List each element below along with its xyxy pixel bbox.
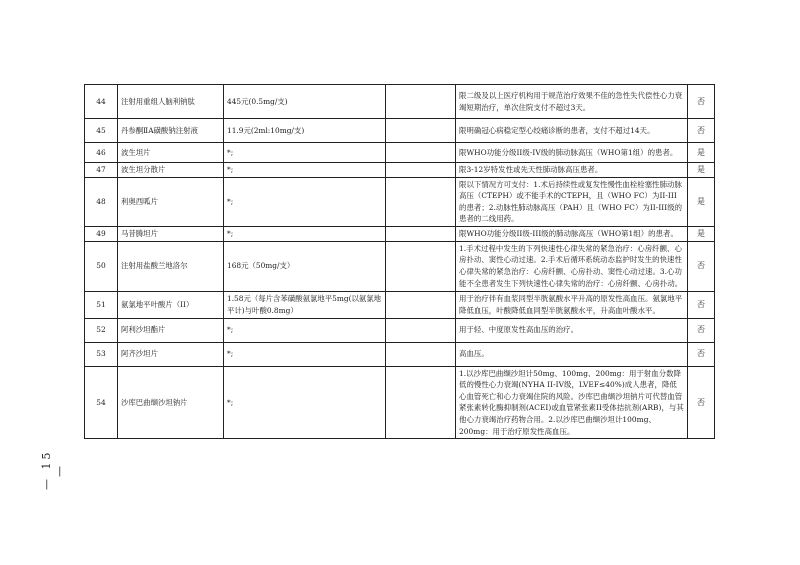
table-row <box>85 241 715 291</box>
table-row <box>85 143 715 163</box>
drug-name: 波生坦分散片 <box>118 163 224 178</box>
row-number: 47 <box>85 163 118 178</box>
flag-cell: 否 <box>688 342 715 366</box>
drug-name: 注射用盐酸兰地洛尔 <box>118 241 224 291</box>
restriction-text: 用于轻、中度原发性高血压的治疗。 <box>456 318 688 342</box>
drug-name: 阿齐沙坦片 <box>118 342 224 366</box>
payment-standard: *; <box>224 342 386 366</box>
restriction-text: 限二级及以上医疗机构用于规范治疗效果不佳的急性失代偿性心力衰竭短期治疗，单次住院支付不超过3天。 <box>456 85 688 119</box>
flag-cell: 否 <box>688 241 715 291</box>
row-number: 46 <box>85 143 118 163</box>
flag-cell: 是 <box>688 177 715 226</box>
drug-name: 波生坦片 <box>118 143 224 163</box>
payment-standard: *; <box>224 163 386 178</box>
drug-name: 氨氯地平叶酸片（II） <box>118 291 224 318</box>
note-cell <box>386 366 456 439</box>
payment-standard: 11.9元(2ml:10mg/支) <box>224 119 386 143</box>
note-cell <box>386 163 456 178</box>
flag-cell: 否 <box>688 119 715 143</box>
restriction-text: 用于治疗伴有血浆同型半胱氨酸水平升高的原发性高血压。氨氯地平降低血压，叶酸降低血同型半胱氨酸水平，升高血叶酸水平。 <box>456 291 688 318</box>
table-row <box>85 342 715 366</box>
row-number: 54 <box>85 366 118 439</box>
restriction-text: 限以下情况方可支付：1.术后持续性或复发性慢性血栓栓塞性肺动脉高压（CTEPH）或不能手术的CTEPH，且（WHO FC）为II-III的患者；2.动脉性肺动脉高压（PAH）且（WHO FC）为II-III级的患者的二线用药。 <box>456 177 688 226</box>
note-cell <box>386 342 456 366</box>
flag-cell: 否 <box>688 366 715 439</box>
flag-cell: 是 <box>688 163 715 178</box>
note-cell <box>386 143 456 163</box>
drug-name: 阿利沙坦酯片 <box>118 318 224 342</box>
drug-name: 注射用重组人脑利钠肽 <box>118 85 224 119</box>
row-number: 50 <box>85 241 118 291</box>
flag-cell: 否 <box>688 318 715 342</box>
note-cell <box>386 226 456 241</box>
payment-standard: 1.58元（每片含苯磺酸氨氯地平5mg(以氨氯地平计)与叶酸0.8mg） <box>224 291 386 318</box>
restriction-text: 1.以沙库巴曲缬沙坦计50mg、100mg、200mg：用于射血分数降低的慢性心力衰竭(NYHA II-IV级，LVEF≤40%)成人患者，降低心血管死亡和心力衰竭住院的风险。沙库巴曲缬沙坦钠片可代替血管紧张素转化酶抑制剂(ACEI)或血管紧张素II受体拮抗剂(ARB)，与其他心力衰竭治疗药物合用。2.以沙库巴曲缬沙坦计100mg、200mg：用于治疗原发性高血压。 <box>456 366 688 439</box>
flag-cell: 否 <box>688 291 715 318</box>
restriction-text: 高血压。 <box>456 342 688 366</box>
note-cell <box>386 318 456 342</box>
note-cell <box>386 119 456 143</box>
flag-cell: 是 <box>688 226 715 241</box>
payment-standard: *; <box>224 366 386 439</box>
table-row <box>85 291 715 318</box>
table-row <box>85 119 715 143</box>
row-number: 44 <box>85 85 118 119</box>
payment-standard: 168元（50mg/支） <box>224 241 386 291</box>
row-number: 48 <box>85 177 118 226</box>
drug-name: 利奥西呱片 <box>118 177 224 226</box>
drug-name: 马昔腾坦片 <box>118 226 224 241</box>
page-number: — 15 — <box>40 449 66 491</box>
payment-standard: *; <box>224 177 386 226</box>
drug-name: 沙库巴曲缬沙坦钠片 <box>118 366 224 439</box>
restriction-text: 限3-12岁特发性或先天性肺动脉高压患者。 <box>456 163 688 178</box>
row-number: 53 <box>85 342 118 366</box>
table-row <box>85 366 715 439</box>
restriction-text: 1.手术过程中发生的下列快速性心律失常的紧急治疗：心房纤颤、心房扑动、窦性心动过速。2.手术后循环系统动态监护时发生的快速性心律失常的紧急治疗：心房纤颤、心房扑动、窦性心动过速。3.心功能不全患者发生下列快速性心律失常的治疗：心房纤颤、心房扑动。 <box>456 241 688 291</box>
note-cell <box>386 177 456 226</box>
payment-standard: *; <box>224 143 386 163</box>
table-row <box>85 226 715 241</box>
table-row <box>85 318 715 342</box>
table-row <box>85 85 715 119</box>
note-cell <box>386 85 456 119</box>
table-row <box>85 177 715 226</box>
restriction-text: 限WHO功能分级II级-IV级的肺动脉高压（WHO第1组）的患者。 <box>456 143 688 163</box>
flag-cell: 是 <box>688 143 715 163</box>
restriction-text: 限WHO功能分级II级-III级的肺动脉高压（WHO第1组）的患者。 <box>456 226 688 241</box>
payment-standard: *; <box>224 226 386 241</box>
restriction-text: 限明确冠心病稳定型心绞痛诊断的患者，支付不超过14天。 <box>456 119 688 143</box>
flag-cell: 否 <box>688 85 715 119</box>
row-number: 51 <box>85 291 118 318</box>
payment-standard: *; <box>224 318 386 342</box>
note-cell <box>386 241 456 291</box>
drug-name: 丹参酮ⅡA磺酸钠注射液 <box>118 119 224 143</box>
drug-list-table <box>84 84 715 439</box>
payment-standard: 445元(0.5mg/支) <box>224 85 386 119</box>
row-number: 49 <box>85 226 118 241</box>
row-number: 45 <box>85 119 118 143</box>
table-row <box>85 163 715 178</box>
note-cell <box>386 291 456 318</box>
row-number: 52 <box>85 318 118 342</box>
